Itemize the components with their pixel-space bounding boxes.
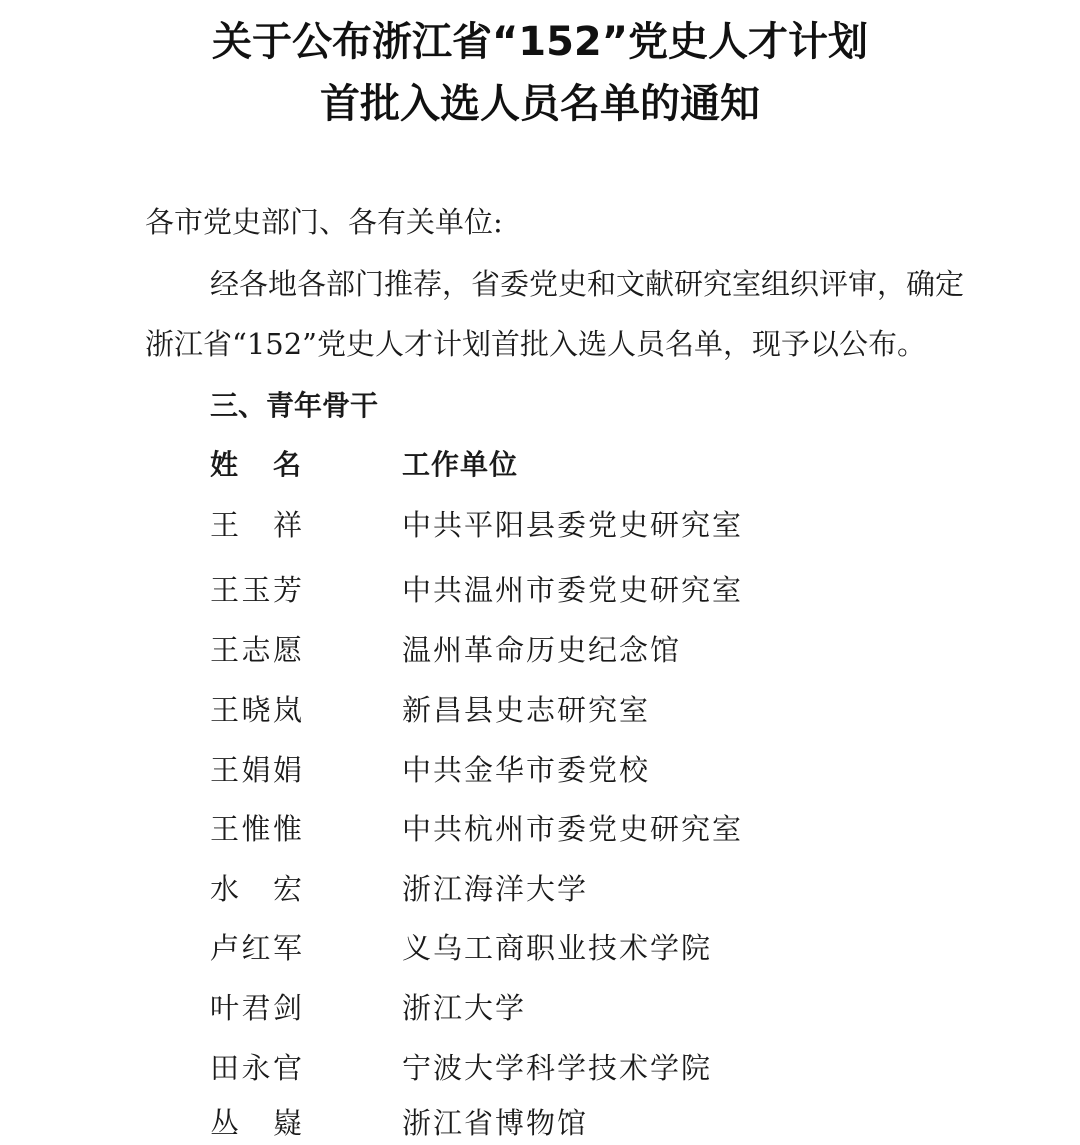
person-unit: 新昌县史志研究室	[402, 693, 651, 727]
person-name: 王祥	[210, 508, 302, 542]
column-header-unit: 工作单位	[402, 448, 519, 481]
list-item	[0, 811, 1080, 851]
list-header-row	[0, 447, 1080, 487]
list-item	[0, 752, 1080, 792]
person-unit: 浙江海洋大学	[402, 872, 589, 906]
person-unit: 义乌工商职业技术学院	[402, 931, 713, 965]
list-item	[0, 990, 1080, 1030]
person-unit: 中共平阳县委党史研究室	[402, 508, 744, 542]
person-unit: 温州革命历史纪念馆	[402, 633, 682, 667]
person-unit: 中共杭州市委党史研究室	[402, 812, 744, 846]
list-item	[0, 871, 1080, 911]
person-name: 王娟娟	[210, 753, 302, 787]
person-unit: 浙江大学	[402, 991, 527, 1025]
person-unit: 宁波大学科学技术学院	[402, 1051, 713, 1085]
list-item	[0, 572, 1080, 612]
list-item	[0, 1050, 1080, 1090]
person-name: 田永官	[210, 1051, 302, 1085]
body-paragraph-line-1: 经各地各部门推荐，省委党史和文献研究室组织评审，确定	[210, 267, 965, 301]
person-name: 叶君剑	[210, 991, 302, 1025]
list-item	[0, 930, 1080, 970]
person-unit: 中共金华市委党校	[402, 753, 651, 787]
person-unit: 中共温州市委党史研究室	[402, 573, 744, 607]
person-name: 王晓岚	[210, 693, 302, 727]
list-item	[0, 507, 1080, 547]
body-paragraph-line-2: 浙江省“152”党史人才计划首批入选人员名单，现予以公布。	[145, 327, 927, 361]
person-name: 王玉芳	[210, 573, 302, 607]
list-item	[0, 632, 1080, 672]
person-unit: 浙江省博物馆	[402, 1106, 589, 1140]
person-name: 王惟惟	[210, 812, 302, 846]
document-title-line-2: 首批入选人员名单的通知	[320, 81, 760, 127]
person-name: 水宏	[210, 872, 302, 906]
list-item	[0, 1105, 1080, 1145]
person-name: 丛嶷	[210, 1106, 302, 1140]
list-item	[0, 692, 1080, 732]
document-title-line-1: 关于公布浙江省“152”党史人才计划	[211, 19, 869, 65]
person-name: 王志愿	[210, 633, 302, 667]
salutation: 各市党史部门、各有关单位:	[145, 205, 503, 239]
column-header-name: 姓名	[210, 448, 302, 481]
person-name: 卢红军	[210, 931, 302, 965]
section-heading: 三、青年骨干	[210, 389, 379, 422]
